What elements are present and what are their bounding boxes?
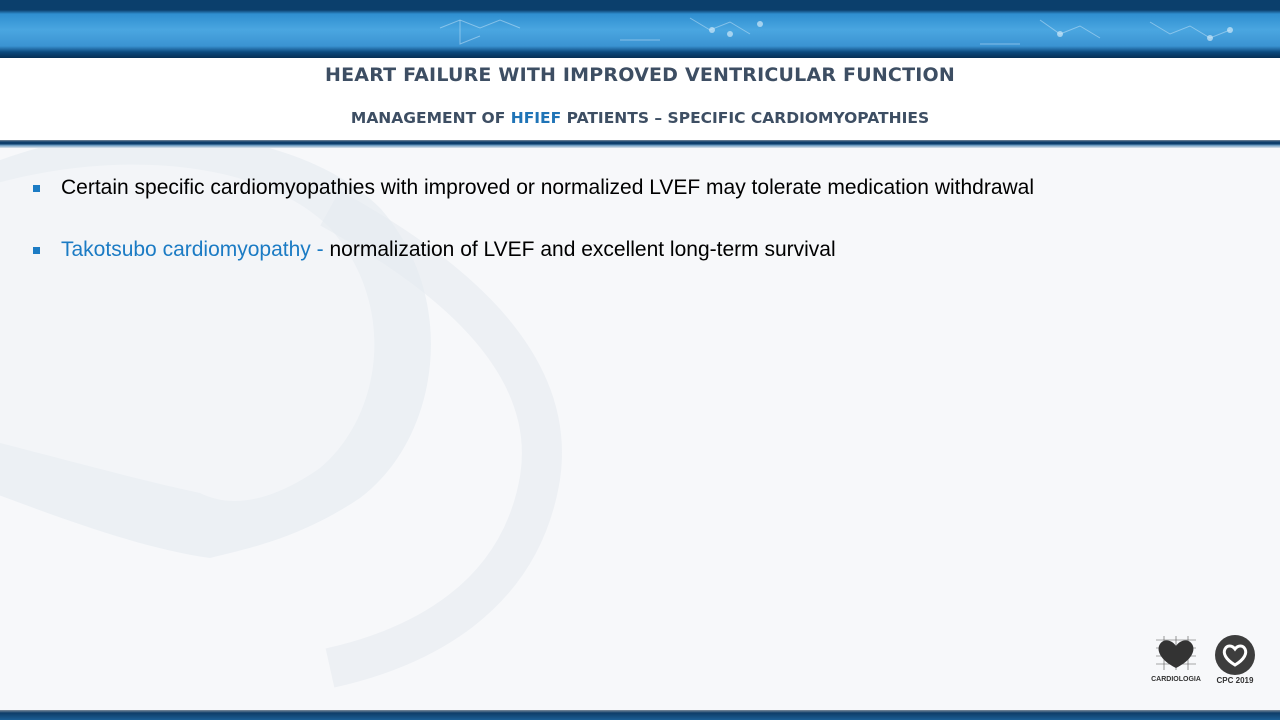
slide-subtitle [0,109,1280,127]
heart-watermark [0,148,700,710]
subtitle-suffix: PATIENTS – SPECIFIC CARDIOMYOPATHIES [561,109,930,127]
bullet-square-icon [33,247,40,254]
slide-title: HEART FAILURE WITH IMPROVED VENTRICULAR FUNCTION [325,64,955,86]
bullet-text [61,238,836,262]
banner-chemistry-decoration [0,0,1280,58]
cpc-logo-text: CPC 2019 [1216,676,1254,685]
bullet-text [61,176,1034,200]
subtitle-highlight: HFIEF [510,109,562,127]
slide-body [0,148,1280,710]
header-rule [0,140,1280,148]
bullet-square-icon [33,185,40,192]
subtitle-prefix: MANAGEMENT OF [350,109,511,127]
bullet-highlight: Takotsubo cardiomyopathy - [61,238,330,261]
top-banner [0,0,1280,58]
bullet-body: normalization of LVEF and excellent long-term survival [329,238,836,261]
footer-bar [0,710,1280,720]
cpc-heart-icon [1215,635,1255,675]
bullet-body: Certain specific cardiomyopathies with improved or normalized LVEF may tolerate medication withdrawal [61,176,1035,199]
spc-logo-text: CARDIOLOGIA [1151,676,1201,683]
cpc-logo [1215,635,1255,675]
